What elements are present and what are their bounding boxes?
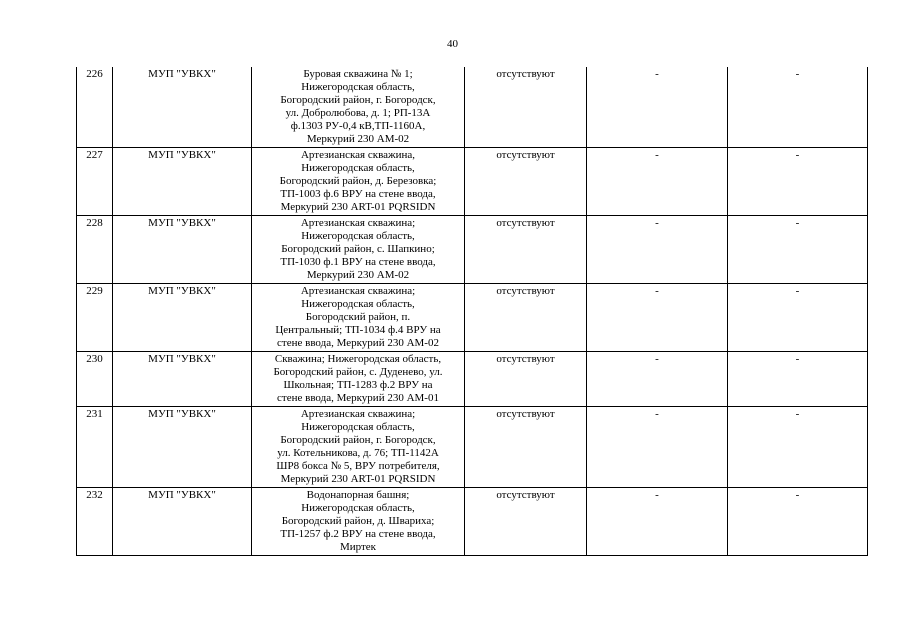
address-line: ШР8 бокса № 5, ВРУ потребителя, — [276, 460, 440, 472]
object-address-cell — [252, 148, 465, 216]
status-cell: отсутствуют — [465, 216, 587, 284]
status-cell: отсутствуют — [465, 284, 587, 352]
row-number: 231 — [77, 407, 113, 488]
organization-cell: МУП "УВКХ" — [113, 352, 252, 407]
row-number: 232 — [77, 488, 113, 556]
row-number: 229 — [77, 284, 113, 352]
address-line: Артезианская скважина, — [300, 149, 416, 161]
column-6-cell: - — [728, 148, 868, 216]
object-address-cell — [252, 488, 465, 556]
organization-cell: МУП "УВКХ" — [113, 67, 252, 148]
organization-cell: МУП "УВКХ" — [113, 148, 252, 216]
address-line: Артезианская скважина; — [300, 285, 416, 297]
column-6-cell: - — [728, 488, 868, 556]
address-line: Школьная; ТП-1283 ф.2 ВРУ на — [283, 379, 433, 391]
organization-cell: МУП "УВКХ" — [113, 284, 252, 352]
address-line: Водонапорная башня; — [306, 489, 410, 501]
address-line: Нижегородская область, — [301, 502, 415, 514]
column-6-cell: - — [728, 352, 868, 407]
organization-cell: МУП "УВКХ" — [113, 216, 252, 284]
column-5-cell: - — [587, 284, 728, 352]
address-line: Нижегородская область, — [301, 81, 415, 93]
address-line: ф.1303 РУ-0,4 кВ,ТП-1160А, — [290, 120, 426, 132]
page-number: 40 — [447, 38, 458, 50]
address-line: Меркурий 230 АМ-02 — [306, 133, 410, 145]
object-address-cell — [252, 407, 465, 488]
address-line: Меркурий 230 ART-01 PQRSIDN — [280, 473, 436, 485]
column-5-cell: - — [587, 407, 728, 488]
column-5-cell: - — [587, 216, 728, 284]
column-6-cell: - — [728, 284, 868, 352]
address-line: ТП-1257 ф.2 ВРУ на стене ввода, — [280, 528, 436, 540]
column-5-cell: - — [587, 67, 728, 148]
status-cell: отсутствуют — [465, 148, 587, 216]
table-row — [77, 488, 868, 556]
address-line: Артезианская скважина; — [300, 217, 416, 229]
address-line: стене ввода, Меркурий 230 АМ-01 — [277, 392, 439, 404]
table-body — [77, 67, 868, 556]
object-address-cell — [252, 67, 465, 148]
address-line: Скважина; Нижегородская область, — [274, 353, 442, 365]
address-line: стене ввода, Меркурий 230 АМ-02 — [277, 337, 439, 349]
address-line: Меркурий 230 АМ-02 — [306, 269, 410, 281]
address-line: Центральный; ТП-1034 ф.4 ВРУ на — [275, 324, 441, 336]
address-line: Нижегородская область, — [301, 421, 415, 433]
address-line: Артезианская скважина; — [300, 408, 416, 420]
table-row — [77, 407, 868, 488]
address-line: Нижегородская область, — [301, 230, 415, 242]
column-5-cell: - — [587, 148, 728, 216]
row-number: 230 — [77, 352, 113, 407]
column-6-cell: - — [728, 407, 868, 488]
column-6-cell: - — [728, 67, 868, 148]
address-line: Богородский район, с. Шапкино; — [281, 243, 435, 255]
address-line: Буровая скважина № 1; — [303, 68, 413, 80]
table-row — [77, 148, 868, 216]
table-row — [77, 67, 868, 148]
address-line: Богородский район, г. Богородск, — [280, 434, 436, 446]
address-line: Богородский район, д. Швариха; — [281, 515, 435, 527]
address-line: Меркурий 230 ART-01 PQRSIDN — [280, 201, 436, 213]
address-line: ТП-1030 ф.1 ВРУ на стене ввода, — [280, 256, 436, 268]
address-line: Богородский район, п. — [305, 311, 411, 323]
address-line: Нижегородская область, — [301, 298, 415, 310]
address-line: Миртек — [339, 541, 377, 553]
organization-cell: МУП "УВКХ" — [113, 407, 252, 488]
object-address-cell — [252, 284, 465, 352]
organization-cell: МУП "УВКХ" — [113, 488, 252, 556]
address-line: ул. Добролюбова, д. 1; РП-13А — [285, 107, 431, 119]
row-number: 228 — [77, 216, 113, 284]
column-6-cell: - — [728, 216, 868, 284]
table-row — [77, 284, 868, 352]
object-address-cell — [252, 216, 465, 284]
table-row — [77, 216, 868, 284]
status-cell: отсутствуют — [465, 352, 587, 407]
status-cell: отсутствуют — [465, 407, 587, 488]
row-number: 227 — [77, 148, 113, 216]
object-address-cell — [252, 352, 465, 407]
status-cell: отсутствуют — [465, 488, 587, 556]
table-row — [77, 352, 868, 407]
row-number: 226 — [77, 67, 113, 148]
column-5-cell: - — [587, 352, 728, 407]
address-line: ул. Котельникова, д. 76; ТП-1142А — [277, 447, 439, 459]
address-line: Богородский район, д. Березовка; — [279, 175, 437, 187]
column-5-cell: - — [587, 488, 728, 556]
address-line: Богородский район, с. Дуденево, ул. — [273, 366, 443, 378]
address-line: Нижегородская область, — [301, 162, 415, 174]
address-line: Богородский район, г. Богородск, — [280, 94, 436, 106]
registry-table — [76, 67, 868, 556]
address-line: ТП-1003 ф.6 ВРУ на стене ввода, — [280, 188, 436, 200]
status-cell: отсутствуют — [465, 67, 587, 148]
